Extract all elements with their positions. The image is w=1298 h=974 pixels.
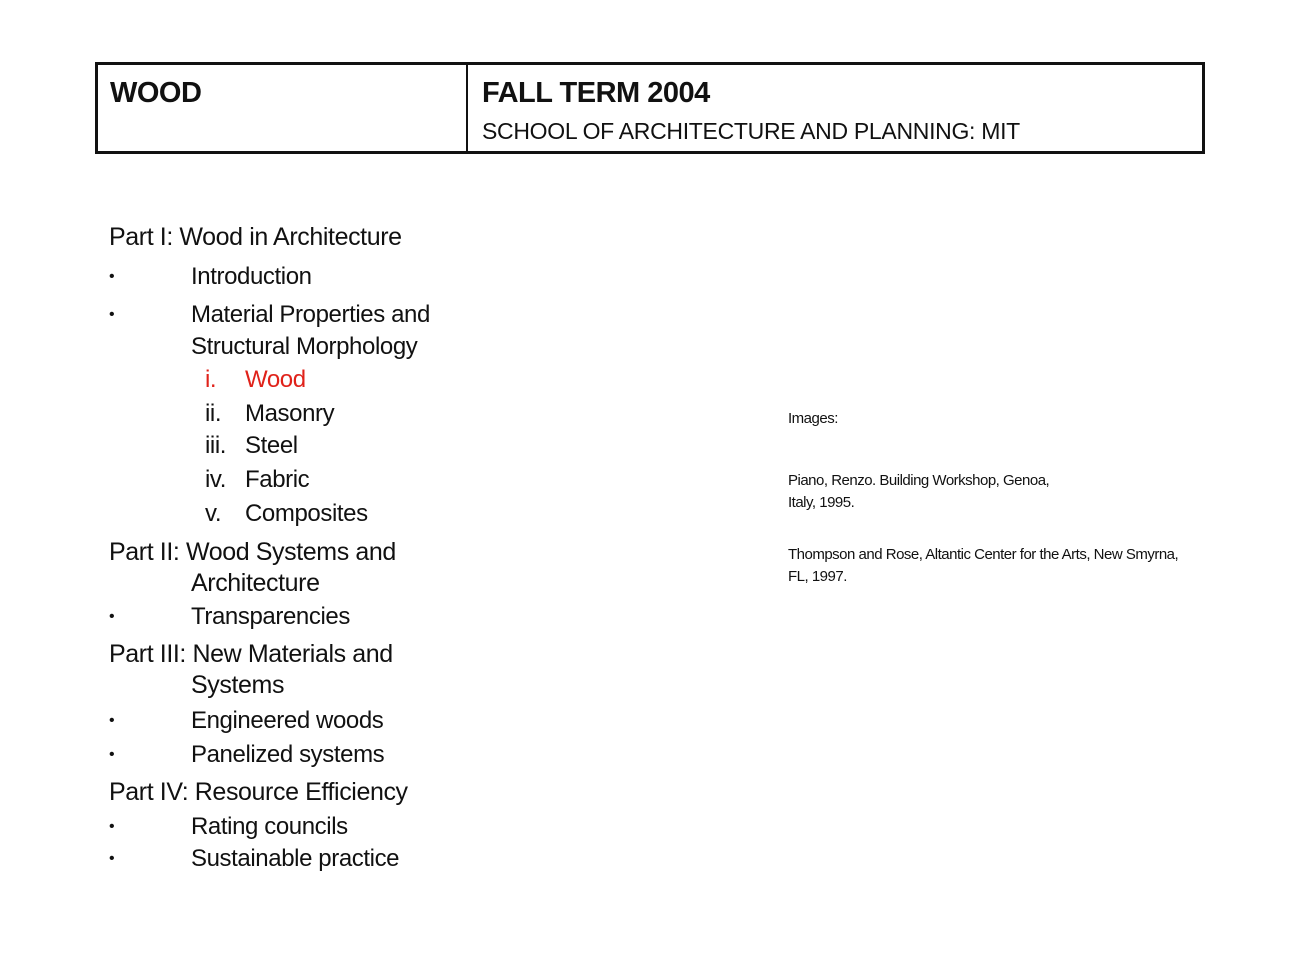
bullet-icon: • [109, 818, 115, 835]
image-credit-piano [788, 470, 1088, 514]
images-label: Images: [788, 410, 838, 427]
list-item-label: Transparencies [191, 603, 350, 630]
credit-line: Italy, 1995. [788, 494, 855, 511]
sublist-label: Steel [245, 432, 298, 459]
course-outline [0, 0, 600, 974]
list-item-label: Structural Morphology [191, 333, 418, 360]
list-item-label: Panelized systems [191, 741, 385, 768]
bullet-icon: • [109, 746, 115, 763]
part-2-title [109, 537, 396, 599]
roman-numeral: v. [205, 500, 222, 527]
bullet-icon: • [109, 608, 115, 625]
roman-numeral: iv. [205, 466, 227, 493]
roman-numeral: ii. [205, 400, 222, 427]
part-2-title-line1: Part II: Wood Systems and [109, 538, 396, 566]
bullet-icon: • [109, 268, 115, 285]
list-item-label: Sustainable practice [191, 845, 400, 872]
sublist-label: Composites [245, 500, 368, 527]
credit-line: Piano, Renzo. Building Workshop, Genoa, [788, 472, 1050, 489]
part-2-title-line2: Architecture [191, 569, 320, 597]
roman-numeral: i. [205, 366, 217, 393]
bullet-icon: • [109, 306, 115, 323]
part-3-title [109, 639, 393, 701]
bullet-icon: • [109, 850, 115, 867]
list-item-label: Material Properties and [191, 301, 430, 328]
school-name: SCHOOL OF ARCHITECTURE AND PLANNING: MIT [482, 118, 1020, 144]
course-title: WOOD [110, 77, 202, 109]
list-item-label: Rating councils [191, 813, 348, 840]
bullet-icon: • [109, 712, 115, 729]
credit-line: Thompson and Rose, Altantic Center for the Arts, New Smyrna, [788, 546, 1179, 563]
sublist-label: Wood [245, 366, 306, 393]
sublist-label: Masonry [245, 400, 335, 427]
part-3-title-line1: Part III: New Materials and [109, 640, 393, 668]
term-title: FALL TERM 2004 [482, 77, 710, 109]
image-credit-thompson-rose [788, 544, 1208, 588]
part-4-title: Part IV: Resource Efficiency [109, 778, 408, 806]
part-3-title-line2: Systems [191, 671, 285, 699]
credit-line: FL, 1997. [788, 568, 847, 585]
list-item-label: Engineered woods [191, 707, 384, 734]
sublist-label: Fabric [245, 466, 310, 493]
part-1-title: Part I: Wood in Architecture [109, 223, 402, 251]
roman-numeral: iii. [205, 432, 227, 459]
list-item-label: Introduction [191, 263, 312, 290]
